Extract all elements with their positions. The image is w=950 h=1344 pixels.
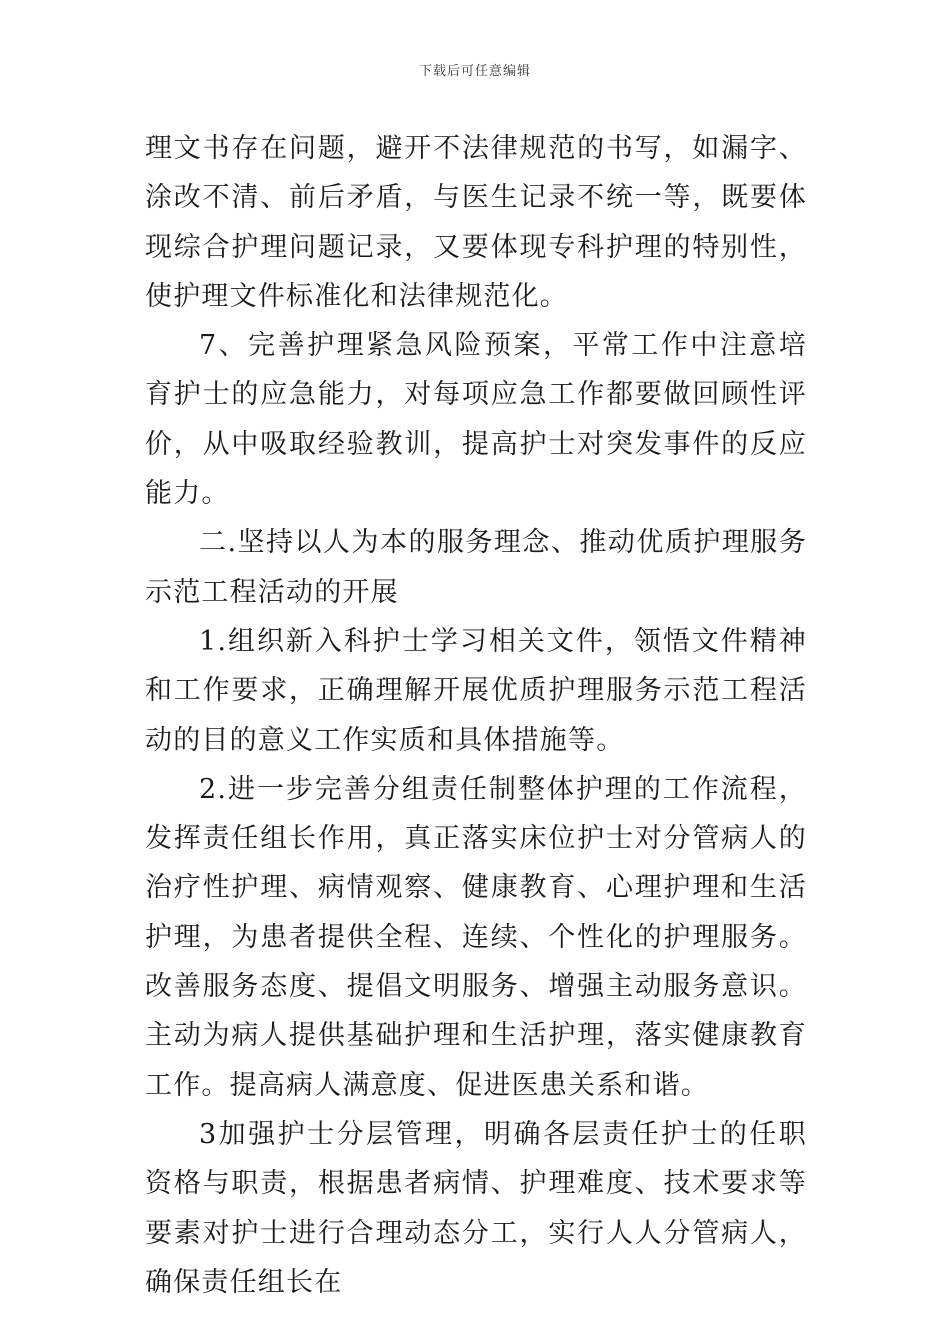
paragraph-5: 3加强护士分层管理，明确各层责任护士的任职资格与职责，根据患者病情、护理难度、技术要求等要素对护士进行合理动态分工，实行人人分管病人，确保责任组长在 xyxy=(145,1118,807,1298)
section-heading-2: 二.坚持以人为本的服务理念、推动优质护理服务示范工程活动的开展 xyxy=(145,527,807,608)
document-body xyxy=(145,124,807,1307)
paragraph-1: 理文书存在问题，避开不法律规范的书写，如漏字、涂改不清、前后矛盾，与医生记录不统一等，既要体现综合护理问题记录，又要体现专科护理的特别性，使护理文件标准化和法律规范化。 xyxy=(145,133,807,312)
paragraph-2: 7、完善护理紧急风险预案，平常工作中注意培育护士的应急能力，对每项应急工作都要做回顾性评价，从中吸取经验教训，提高护士对突发事件的反应能力。 xyxy=(145,330,807,510)
paragraph-3: 1.组织新入科护士学习相关文件，领悟文件精神和工作要求，正确理解开展优质护理服务示范工程活动的目的意义工作实质和具体措施等。 xyxy=(145,625,807,756)
paragraph-4: 2.进一步完善分组责任制整体护理的工作流程，发挥责任组长作用，真正落实床位护士对分管病人的治疗性护理、病情观察、健康教育、心理护理和生活护理，为患者提供全程、连续、个性化的护理服务。改善服务态度、提倡文明服务、增强主动服务意识。主动为病人提供基础护理和生活护理，落实健康教育工作。提高病人满意度、促进医患关系和谐。 xyxy=(145,773,807,1101)
page-header-watermark: 下载后可任意编辑 xyxy=(418,64,531,79)
